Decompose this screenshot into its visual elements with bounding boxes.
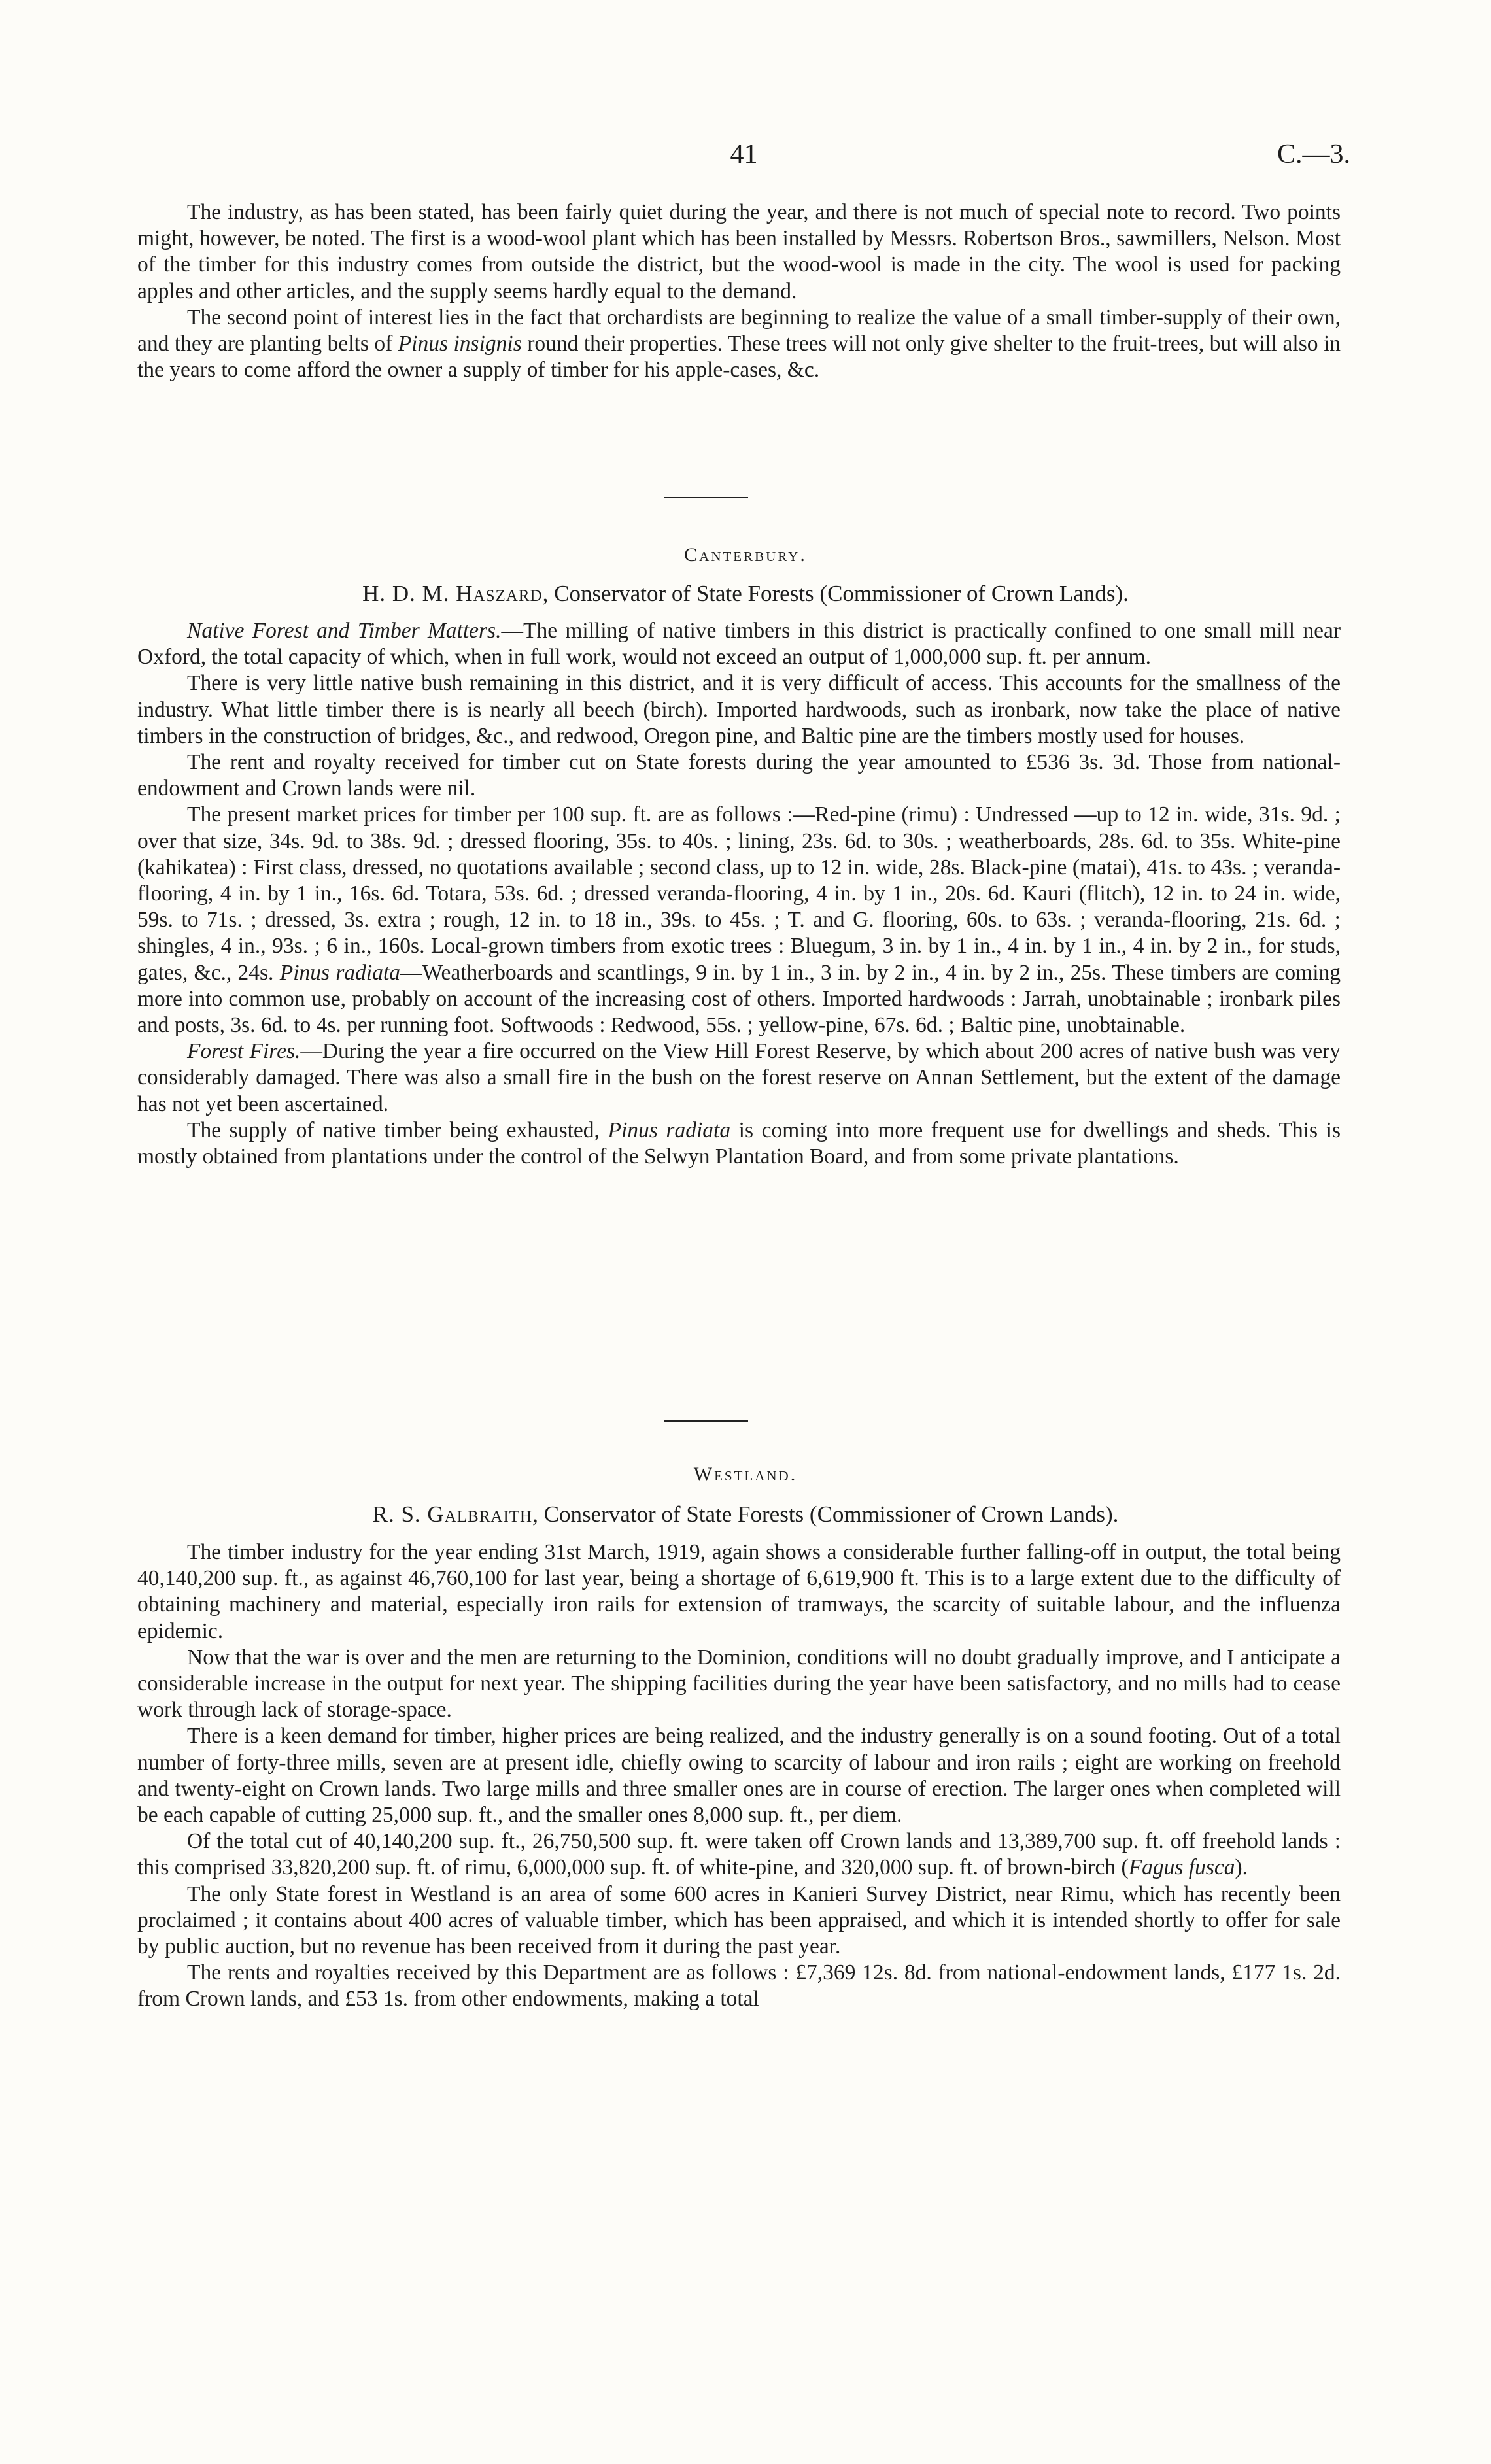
section-heading-westland: Westland. [693, 1463, 798, 1485]
section-divider [664, 1420, 748, 1422]
species-name: Fagus fusca [1128, 1855, 1235, 1880]
intro-section [137, 199, 1341, 383]
paragraph: The supply of native timber being exhausted, Pinus radiata is coming into more frequent use for dwellings and sheds. This is mostly obtained from plantations under the control of the Selwyn Plantation Board, and from some private plantations. [137, 1118, 1341, 1169]
officer-name: H. D. M. Haszard [362, 581, 543, 606]
officer-name: R. S. Galbraith [372, 1501, 533, 1527]
paragraph-forest-fires: Forest Fires.—During the year a fire occurred on the View Hill Forest Reserve, by which about 200 acres of native bush was very considerably damaged. There was also a small fire in the bush on the forest reserve on Annan Settlement, but the extent of the damage has not yet been ascertained. [137, 1039, 1341, 1116]
paragraph: Now that the war is over and the men are returning to the Dominion, conditions will no doubt gradually improve, and I anticipate a considerable increase in the output for next year. The shipping facilities during the year have been satisfactory, and no mills had to cease work through lack of storage-space. [137, 1645, 1341, 1722]
section-heading-canterbury: Canterbury. [684, 544, 807, 566]
page-header [137, 139, 1350, 178]
paragraph: There is very little native bush remaining in this district, and it is very difficult of access. This accounts for the smallness of the industry. What little timber there is is nearly all beech (birch). Imported hardwoods, such as ironbark, now take the place of native timbers in the construction of bridges, &c., and redwood, Oregon pine, and Baltic pine are the timbers mostly used for houses. [137, 671, 1341, 748]
paragraph: The rent and royalty received for timber cut on State forests during the year amounted to £536 3s. 3d. Those from national-endowment and Crown lands were nil. [137, 750, 1341, 801]
document-code: C.—3. [1277, 139, 1350, 169]
paragraph: Native Forest and Timber Matters.—The milling of native timbers in this district is practically confined to one small mill near Oxford, the total capacity of which, when in full work, would not exceed an output of 1,000,000 sup. ft. per annum. [137, 619, 1341, 670]
paragraph: Of the total cut of 40,140,200 sup. ft., 26,750,500 sup. ft. were taken off Crown lands and 13,389,700 sup. ft. off freehold lands : this comprised 33,820,200 sup. ft. of rimu, 6,000,000 sup. ft. of white-pine, and 320,000 sup. ft. of brown-birch (Fagus fusca). [137, 1829, 1341, 1880]
officer-line-canterbury [0, 581, 1491, 607]
paragraph: The only State forest in Westland is an area of some 600 acres in Kanieri Survey District, near Rimu, which has recently been proclaimed ; it contains about 400 acres of valuable timber, which has been appraised, and which it is intended shortly to offer for sale by public auction, but no revenue has been received from it during the past year. [137, 1881, 1341, 1959]
section-divider [664, 497, 748, 498]
canterbury-body [137, 618, 1341, 1170]
paragraph-market-prices: The present market prices for timber per 100 sup. ft. are as follows :—Red-pine (rimu) : Undressed —up to 12 in. wide, 31s. 9d. ; over that size, 34s. 9d. to 38s. 9d. ; dressed flooring, 35s. to 40s. ; lining, 23s. 6d. to 30s. ; weatherboards, 28s. 6d. to 35s. White-pine (kahikatea) : First class, dressed, no quotations available ; second class, up to 12 in. wide, 28s. Black-pine (matai), 41s. to 43s. ; veranda-flooring, 4 in. by 1 in., 16s. 6d. Totara, 53s. 6d. ; dressed veranda-flooring, 4 in. by 1 in., 20s. 6d. Kauri (flitch), 12 in. to 24 in. wide, 59s. to 71s. ; dressed, 3s. extra ; rough, 12 in. to 18 in., 39s. to 45s. ; T. and G. flooring, 60s. to 63s. ; veranda-flooring, 21s. 6d. ; shingles, 4 in., 93s. ; 6 in., 160s. Local-grown timbers from exotic trees : Bluegum, 3 in. by 1 in., 4 in. by 1 in., 4 in. by 2 in., for studs, gates, &c., 24s. Pinus radiata—Weatherboards and scantlings, 9 in. by 1 in., 3 in. by 2 in., 4 in. by 2 in., 25s. These timbers are coming more into common use, probably on account of the increasing cost of others. Imported hardwoods : Jarrah, unobtainable ; ironbark piles and posts, 3s. 6d. to 4s. per running foot. Softwoods : Redwood, 55s. ; yellow-pine, 67s. 6d. ; Baltic pine, unobtainable. [137, 802, 1341, 1038]
officer-title: , Conservator of State Forests (Commissioner of Crown Lands). [532, 1501, 1119, 1527]
officer-line-westland [0, 1501, 1491, 1528]
paragraph-heading: Native Forest and Timber Matters. [187, 619, 502, 643]
westland-body [137, 1539, 1341, 2013]
intro-paragraph: The industry, as has been stated, has been fairly quiet during the year, and there is not much of special note to record. Two points might, however, be noted. The first is a wood-wool plant which has been installed by Messrs. Robertson Bros., sawmillers, Nelson. Most of the timber for this industry comes from outside the district, but the wood-wool is made in the city. The wool is used for packing apples and other articles, and the supply seems hardly equal to the demand. [137, 200, 1341, 303]
paragraph: The rents and royalties received by this Department are as follows : £7,369 12s. 8d. from national-endowment lands, £177 1s. 2d. from Crown lands, and £53 1s. from other endowments, making a total [137, 1960, 1341, 2011]
officer-title: , Conservator of State Forests (Commissioner of Crown Lands). [542, 581, 1129, 606]
species-name: Pinus radiata [279, 960, 401, 985]
paragraph: There is a keen demand for timber, higher prices are being realized, and the industry generally is on a sound footing. Out of a total number of forty-three mills, seven are at present idle, chiefly owing to scarcity of labour and iron rails ; eight are working on freehold and twenty-eight on Crown lands. Two large mills and three smaller ones are in course of erection. The larger ones when completed will be each capable of cutting 25,000 sup. ft., and the smaller ones 8,000 sup. ft., per diem. [137, 1724, 1341, 1828]
paragraph-heading: Forest Fires. [187, 1039, 301, 1064]
species-name: Pinus radiata [608, 1118, 731, 1142]
page-number: 41 [730, 139, 758, 169]
species-name: Pinus insignis [398, 332, 522, 356]
intro-paragraph-2: The second point of interest lies in the fact that orchardists are beginning to realize the value of a small timber-supply of their own, and they are planting belts of Pinus insignis round their properties. These trees will not only give shelter to the fruit-trees, but will also in the years to come afford the owner a supply of timber for his apple-cases, &c. [137, 305, 1341, 383]
paragraph: The timber industry for the year ending 31st March, 1919, again shows a considerable further falling-off in output, the total being 40,140,200 sup. ft., as against 46,760,100 for last year, being a shortage of 6,619,900 ft. This is to a large extent due to the difficulty of obtaining machinery and material, especially iron rails for extension of tramways, the scarcity of suitable labour, and the influenza epidemic. [137, 1540, 1341, 1643]
